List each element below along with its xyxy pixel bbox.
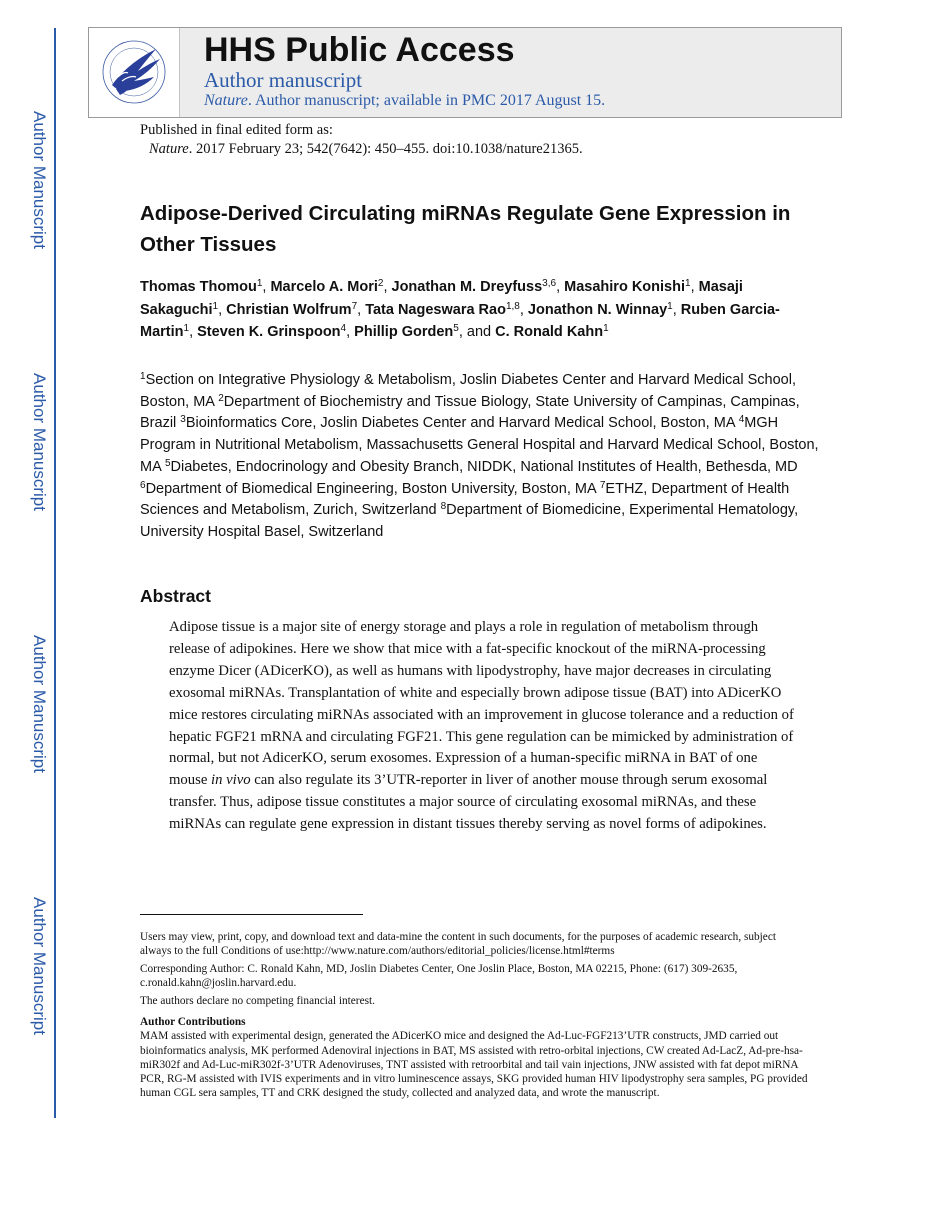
author-contributions: Author Contributions MAM assisted with experimental design, generated the ADicerKO mice and designed the Ad-Luc-FGF213’UTR constructs, JMD carried out bioinformatics analysis, MK performed Adenoviral injections in BAT, MS assisted with retro-orbital injections, CW created Ad-LacZ, Ad-pre-hsa-miR302f and Ad-Luc-miR302f-3’UTR Adenoviruses, TNT assisted with retroorbital and tail vain injections, JNW assisted with fat depot miRNA PCR, RG-M assisted with IVIS experiments and in vitro luminescence assays, SKG provided human HIV lipodystrophy sera samples, PG provided human CGL sera samples, TT and CRK designed the study, collected and analyzed data, and wrote the manuscript. bbox=[140, 1016, 808, 1100]
abstract-text: Adipose tissue is a major site of energy storage and plays a role in regulation of metabolism through release of adipokines. Here we show that mice with a fat-specific knockout of the miRNA-processing enzyme Dicer (ADicerKO), as well as humans with lipodystrophy, have major decreases in circulating exosomal miRNAs. Transplantation of white and especially brown adipose tissue (BAT) into ADicerKO mice restores circulating miRNAs associated with an improvement in glucose tolerance and a reduction of hepatic FGF21 mRNA and circulating FGF21. This gene regulation can be mimicked by administration of normal, but not AdicerKO, serum exosomes. Expression of a human-specific miRNA in BAT of one mouse in vivo can also regulate its 3’UTR-reporter in liver of another mouse through serum exosomal transfer. Thus, adipose tissue constitutes a major source of circulating exosomal miRNAs, and these miRNAs can regulate gene expression in distant tissues thereby serving as novel forms of adipokines. bbox=[169, 619, 794, 833]
author-list: Thomas Thomou$^1$, Marcelo A. Mori$^2$, Jonathan M. Dreyfuss$^{3,6}$, Masahiro Konishi$^1$, Masaji Sakaguchi$^1$, Christian Wolfrum$^7$, Tata Nageswara Rao$^{1,8}$, Jonathon N. Winnay$^1$, Ruben Garcia-Martin$^1$, Steven K. Grinspoon$^4$, Phillip Gorden$^5$, and C. Ronald Kahn$^1$ bbox=[140, 278, 780, 340]
author-name: Masaji Sakaguchi bbox=[140, 279, 743, 318]
author-manuscript-label: Author manuscript bbox=[204, 68, 363, 92]
competing-interest: The authors declare no competing financial interest. bbox=[140, 995, 375, 1007]
footnote-rule bbox=[140, 914, 363, 915]
author-name: C. Ronald Kahn bbox=[495, 324, 604, 340]
author-name: Ruben Garcia-Martin bbox=[140, 301, 780, 340]
article-title: Adipose-Derived Circulating miRNAs Regulate Gene Expression in Other Tissues bbox=[140, 202, 791, 256]
author-name: Jonathan M. Dreyfuss bbox=[391, 279, 543, 295]
journal-citation: Nature. 2017 February 23; 542(7642): 450–455. doi:10.1038/nature21365. bbox=[149, 141, 583, 157]
margin-rule bbox=[54, 28, 56, 1118]
corresponding-author: Corresponding Author: C. Ronald Kahn, MD, Joslin Diabetes Center, One Joslin Place, Boston, MA 02215, Phone: (617) 309-2635, c.ronald.kahn@joslin.harvard.edu. bbox=[140, 963, 738, 990]
published-label: Published in final edited form as: bbox=[140, 122, 333, 138]
author-name: Phillip Gorden bbox=[354, 324, 454, 340]
license-note: Users may view, print, copy, and download text and data-mine the content in such documents, for the purposes of academic research, subject always to the full Conditions of use:http://www.nature.com/authors/editorial_policies/license.html#terms bbox=[140, 931, 776, 958]
author-name: Marcelo A. Mori bbox=[270, 279, 378, 295]
hhs-title: HHS Public Access bbox=[204, 31, 515, 69]
author-name: Steven K. Grinspoon bbox=[197, 324, 341, 340]
hhs-header bbox=[88, 27, 842, 118]
contributions-heading: Author Contributions bbox=[140, 1016, 246, 1028]
author-name: Masahiro Konishi bbox=[564, 279, 685, 295]
hhs-logo bbox=[89, 28, 180, 117]
author-name: Thomas Thomou bbox=[140, 279, 257, 295]
author-name: Jonathon N. Winnay bbox=[527, 301, 668, 318]
pmc-availability: Nature. Author manuscript; available in PMC 2017 August 15. bbox=[204, 92, 606, 109]
eagle-logo-icon bbox=[98, 33, 170, 111]
author-name: Christian Wolfrum bbox=[226, 301, 352, 318]
affiliations: $^1$Section on Integrative Physiology & Metabolism, Joslin Diabetes Center and Harvard Medical School, Boston, MA $^2$Department of Biochemistry and Tissue Biology, State University of Campinas, Campinas, Brazil $^3$Bioinformatics Core, Joslin Diabetes Center and Harvard Medical School, Boston, MA $^4$MGH Program in Nutritional Metabolism, Massachusetts General Hospital and Harvard Medical School, Boston, MA $^5$Diabetes, Endocrinology and Obesity Branch, NIDDK, National Institutes of Health, Bethesda, MD $^6$Department of Biomedical Engineering, Boston University, Boston, MA $^7$ETHZ, Department of Health Sciences and Metabolism, Zurich, Switzerland $^8$Department of Biomedicine, Experimental Hematology, University Hospital Basel, Switzerland bbox=[140, 371, 819, 540]
abstract-heading: Abstract bbox=[140, 586, 211, 606]
author-name: Tata Nageswara Rao bbox=[365, 301, 506, 318]
